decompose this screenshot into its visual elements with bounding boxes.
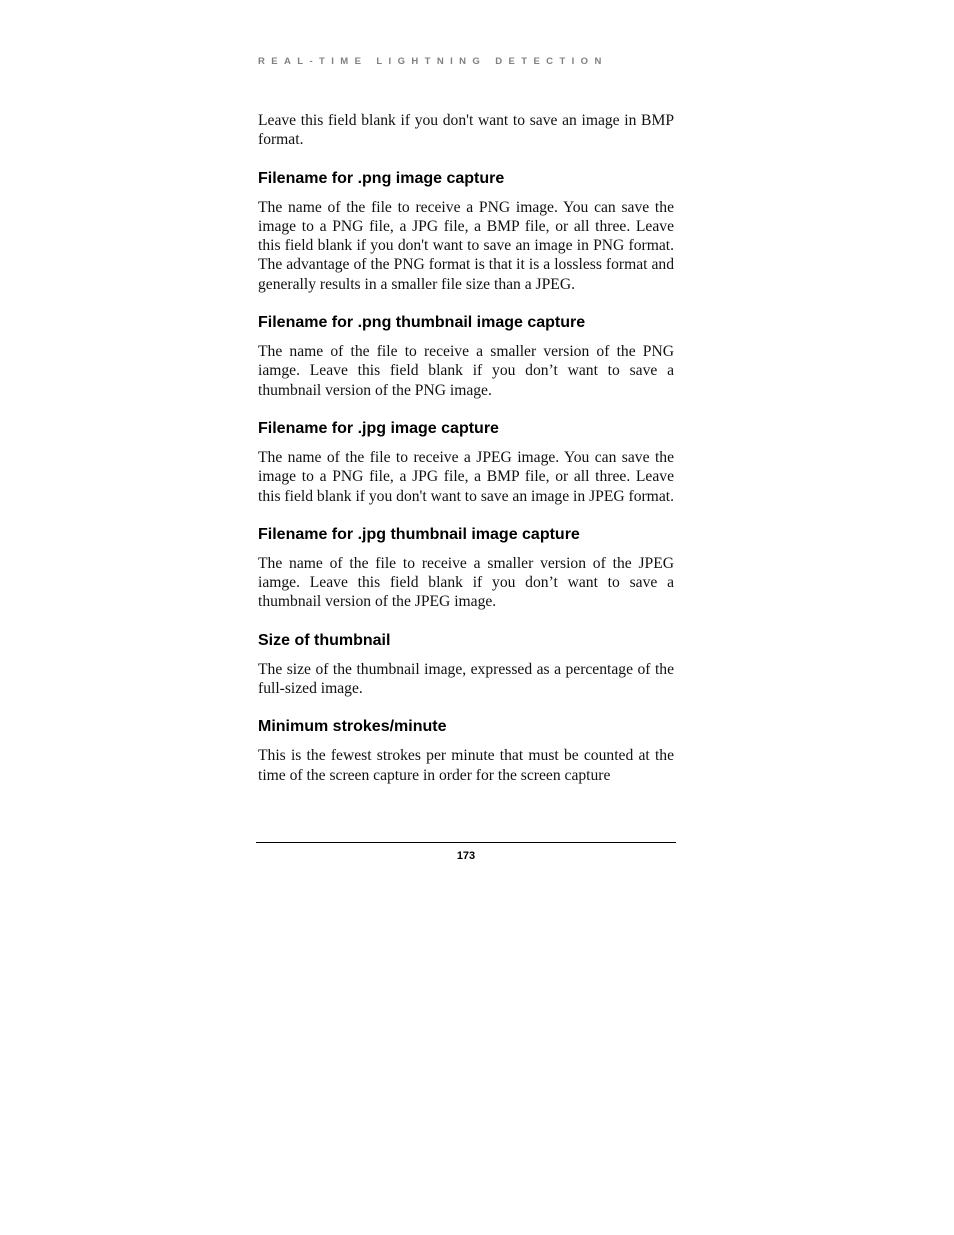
page-content [258, 111, 674, 785]
body-minimum-strokes: This is the fewest strokes per minute that must be counted at the time of the screen capture in order for the screen capture [258, 747, 674, 784]
body-png-image-capture: The name of the file to receive a PNG image. You can save the image to a PNG file, a JPG file, a BMP file, or all three. Leave this field blank if you don't want to save an image in PNG format. The advantage of the PNG format is that it is a lossless format and generally results in a smaller file size than a JPEG. [258, 198, 674, 293]
body-jpg-image-capture: The name of the file to receive a JPEG image. You can save the image to a PNG file, a JPG file, a BMP file, or all three. Leave this field blank if you don't want to save an image in JPEG format. [258, 448, 674, 505]
running-header: REAL-TIME LIGHTNING DETECTION [258, 56, 608, 67]
heading-png-thumbnail-capture: Filename for .png thumbnail image capture [258, 314, 586, 332]
heading-jpg-thumbnail-capture: Filename for .jpg thumbnail image capture [258, 525, 580, 543]
heading-png-image-capture: Filename for .png image capture [258, 169, 505, 187]
page-number: 173 [456, 850, 476, 862]
body-png-thumbnail-capture: The name of the file to receive a smaller version of the PNG iamge. Leave this field blank if you don’t want to save a thumbnail version of the PNG image. [258, 343, 674, 399]
heading-minimum-strokes: Minimum strokes/minute [258, 718, 447, 736]
heading-jpg-image-capture: Filename for .jpg image capture [258, 419, 499, 437]
intro-paragraph: Leave this field blank if you don't want to save an image in BMP format. [258, 112, 674, 149]
heading-thumbnail-size: Size of thumbnail [258, 631, 391, 649]
footer-rule [256, 842, 676, 843]
body-thumbnail-size: The size of the thumbnail image, expressed as a percentage of the full-sized image. [258, 660, 674, 698]
body-jpg-thumbnail-capture: The name of the file to receive a smaller version of the JPEG iamge. Leave this field blank if you don’t want to save a thumbnail version of the JPEG image. [258, 554, 674, 611]
